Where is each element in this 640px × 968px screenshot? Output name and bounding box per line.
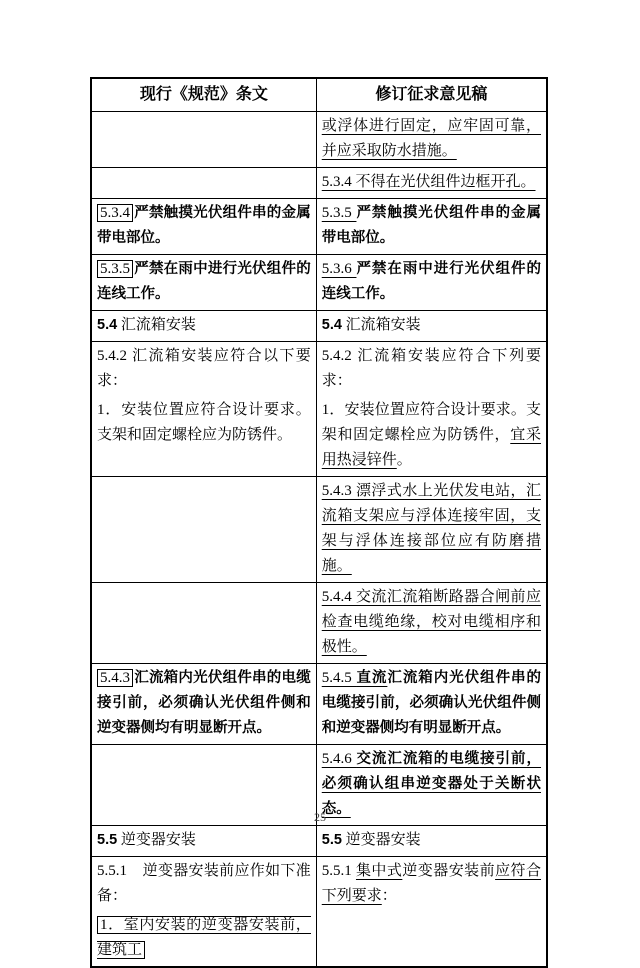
paragraph (322, 859, 541, 909)
text-segment: 5.4.2 汇流箱安装应符合下列要求： (321, 348, 541, 389)
comparison-table-body (91, 112, 547, 968)
paragraph (322, 828, 541, 853)
comparison-table (90, 77, 548, 968)
text-segment: ： (381, 888, 397, 904)
cell-right (316, 311, 547, 342)
text-segment: 5.4 (97, 317, 118, 333)
cell-left (91, 112, 316, 168)
text-segment: 严禁在雨中进行光伏组件的连线工作。 (321, 261, 542, 302)
text-segment: 汇流箱内光伏组件串的电缆接引前，必须确认光伏组件侧和逆变器侧均有明显断开点。 (321, 670, 542, 736)
cell-right (316, 583, 547, 664)
text-segment: 严禁触摸光伏组件串的金属带电部位。 (97, 205, 311, 246)
text-segment: 应符合下列要求 (321, 863, 541, 904)
text-segment: 。 (396, 452, 412, 468)
paragraph (322, 114, 541, 164)
text-segment: 逆变器安装 (117, 832, 196, 848)
text-segment: 逆变器安装 (341, 832, 421, 848)
text-segment: 5.3.5 (321, 205, 357, 221)
paragraph (322, 257, 541, 307)
cell-right (316, 826, 547, 857)
table-row (91, 664, 547, 745)
paragraph (97, 913, 311, 963)
revision-box-text: 5.3.5 (97, 260, 133, 278)
cell-left (91, 255, 316, 311)
paragraph (97, 313, 311, 338)
cell-left (91, 477, 316, 583)
text-segment: 1．安装位置应符合设计要求。支架和固定螺栓应为防锈件， (321, 402, 541, 443)
text-segment: 5.4.2 汇流箱安装应符合以下要求： (97, 348, 311, 389)
table-row (91, 311, 547, 342)
text-segment: 5.4.6 (321, 751, 357, 767)
revision-box-text: 1．室内安装的逆变器安装前，建筑工 (97, 917, 311, 958)
column-header-revised: 修订征求意见稿 (316, 78, 547, 112)
text-segment: 5.4.3 漂浮式水上光伏发电站，汇流箱支架应与浮体连接牢固，支架与浮体连接部位应有防磨措施。 (321, 483, 541, 574)
paragraph (97, 201, 311, 251)
cell-right (316, 477, 547, 583)
text-segment: 宜采用热浸锌件 (321, 427, 541, 468)
paragraph (97, 398, 311, 448)
paragraph (322, 398, 541, 473)
cell-left (91, 168, 316, 199)
table-row (91, 199, 547, 255)
cell-right (316, 112, 547, 168)
text-segment: 5.5.1 逆变器安装前应作如下准备： (97, 863, 311, 904)
revision-box-text: 5.4.3 (97, 669, 133, 687)
cell-left (91, 311, 316, 342)
cell-right (316, 199, 547, 255)
cell-left (91, 826, 316, 857)
paragraph (322, 479, 541, 579)
text-segment: 直流 (356, 670, 388, 686)
cell-right (316, 255, 547, 311)
paragraph (97, 828, 311, 853)
text-segment: 5.4 (321, 317, 342, 333)
paragraph (322, 170, 541, 195)
cell-left (91, 342, 316, 477)
text-segment: 汇流箱安装 (117, 317, 196, 333)
table-row (91, 112, 547, 168)
paragraph (322, 313, 541, 338)
table-row (91, 857, 547, 968)
text-segment: 严禁在雨中进行光伏组件的连线工作。 (97, 261, 311, 302)
text-segment: 5.4.5 (321, 670, 357, 686)
text-segment: 5.3.4 不得在光伏组件边框开孔。 (321, 174, 536, 190)
text-segment: 汇流箱内光伏组件串的电缆接引前，必须确认光伏组件侧和逆变器侧均有明显断开点。 (97, 670, 311, 736)
cell-right (316, 857, 547, 968)
cell-left (91, 583, 316, 664)
cell-right (316, 664, 547, 745)
text-segment: 逆变器安装前 (402, 863, 496, 879)
cell-left (91, 857, 316, 968)
text-segment: 5.5 (321, 832, 342, 848)
paragraph (97, 859, 311, 909)
revision-box-text: 5.3.4 (97, 204, 133, 222)
paragraph (322, 666, 541, 741)
text-segment: 汇流箱安装 (341, 317, 421, 333)
text-segment: 5.5 (97, 832, 118, 848)
paragraph (97, 257, 311, 307)
text-segment: 或浮体进行固定，应牢固可靠，并应采取防水措施。 (321, 118, 541, 159)
paragraph (322, 585, 541, 660)
text-segment: 5.5.1 (321, 863, 356, 879)
table-row (91, 168, 547, 199)
header-row (91, 78, 547, 112)
text-segment: 严禁触摸光伏组件串的金属带电部位。 (321, 205, 542, 246)
paragraph (97, 666, 311, 741)
cell-right (316, 168, 547, 199)
table-row (91, 826, 547, 857)
paragraph (322, 201, 541, 251)
table-row (91, 583, 547, 664)
cell-right (316, 342, 547, 477)
table-row (91, 477, 547, 583)
paragraph (322, 344, 541, 394)
page-number: 25 (314, 810, 326, 824)
text-segment: 交流汇流箱的电缆接引前，必须确认组串逆变器处于关断状态。 (321, 751, 542, 817)
text-segment: 集中式 (355, 863, 403, 879)
table-row (91, 342, 547, 477)
text-segment: 5.3.6 (321, 261, 357, 277)
paragraph (97, 344, 311, 394)
column-header-current: 现行《规范》条文 (91, 78, 316, 112)
text-segment: 1．安装位置应符合设计要求。支架和固定螺栓应为防锈件。 (97, 402, 311, 443)
text-segment: 5.4.4 交流汇流箱断路器合闸前应检查电缆绝缘，校对电缆相序和极性。 (321, 589, 541, 655)
table-row (91, 255, 547, 311)
cell-left (91, 199, 316, 255)
cell-left (91, 664, 316, 745)
